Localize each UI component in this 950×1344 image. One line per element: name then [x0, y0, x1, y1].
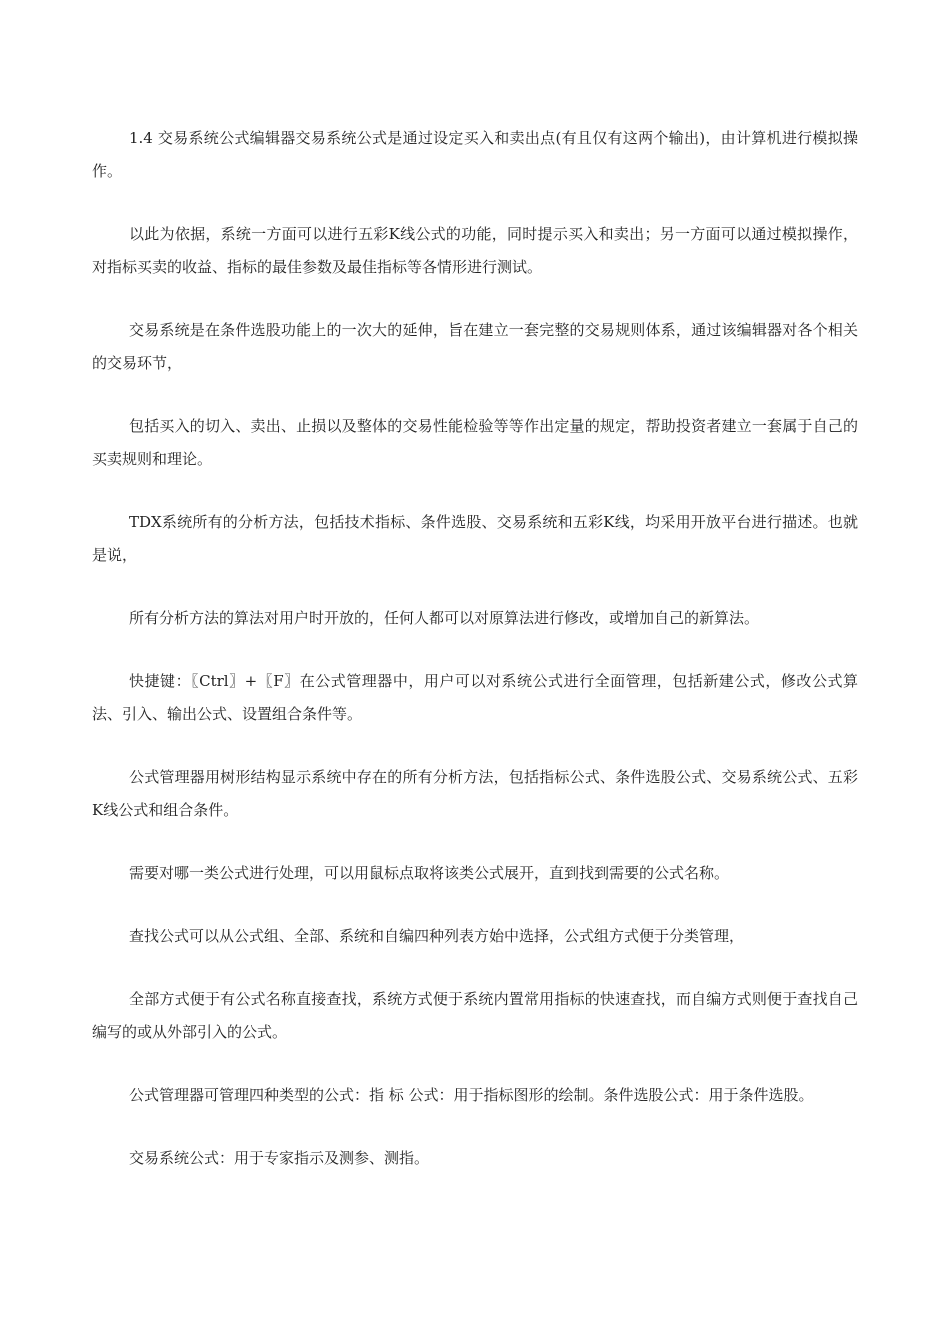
paragraph: 包括买入的切入、卖出、止损以及整体的交易性能检验等等作出定量的规定，帮助投资者建立一套属于自己的买卖规则和理论。: [92, 417, 858, 468]
paragraph: 交易系统公式：用于专家指示及测参、测指。: [129, 1149, 430, 1167]
paragraph: 以此为依据，系统一方面可以进行五彩K线公式的功能，同时提示买入和卖出；另一方面可以通过模拟操作，对指标买卖的收益、指标的最佳参数及最佳指标等各情形进行测试。: [92, 225, 858, 276]
paragraph: 所有分析方法的算法对用户时开放的，任何人都可以对原算法进行修改，或增加自己的新算法。: [129, 609, 760, 627]
paragraph: 公式管理器可管理四种类型的公式：指 标 公式：用于指标图形的绘制。条件选股公式：用于条件选股。: [129, 1086, 814, 1104]
paragraph: 公式管理器用树形结构显示系统中存在的所有分析方法，包括指标公式、条件选股公式、交易系统公式、五彩K线公式和组合条件。: [92, 768, 858, 819]
paragraph: 全部方式便于有公式名称直接查找，系统方式便于系统内置常用指标的快速查找，而自编方式则便于查找自己编写的或从外部引入的公式。: [92, 990, 858, 1041]
paragraph: 1.4 交易系统公式编辑器交易系统公式是通过设定买入和卖出点(有且仅有这两个输出)，由计算机进行模拟操作。: [92, 129, 858, 180]
paragraph: 查找公式可以从公式组、全部、系统和自编四种列表方始中选择，公式组方式便于分类管理，: [129, 927, 745, 945]
paragraph: 需要对哪一类公式进行处理，可以用鼠标点取将该类公式展开，直到找到需要的公式名称。: [129, 864, 730, 882]
paragraph: 快捷键：〖Ctrl〗+〖F〗在公式管理器中，用户可以对系统公式进行全面管理，包括新建公式，修改公式算法、引入、输出公式、设置组合条件等。: [92, 672, 858, 723]
document-body: [92, 122, 858, 1205]
paragraph: TDX系统所有的分析方法，包括技术指标、条件选股、交易系统和五彩K线，均采用开放平台进行描述。也就是说，: [92, 513, 858, 564]
paragraph: 交易系统是在条件选股功能上的一次大的延伸，旨在建立一套完整的交易规则体系，通过该编辑器对各个相关的交易环节，: [92, 321, 858, 372]
